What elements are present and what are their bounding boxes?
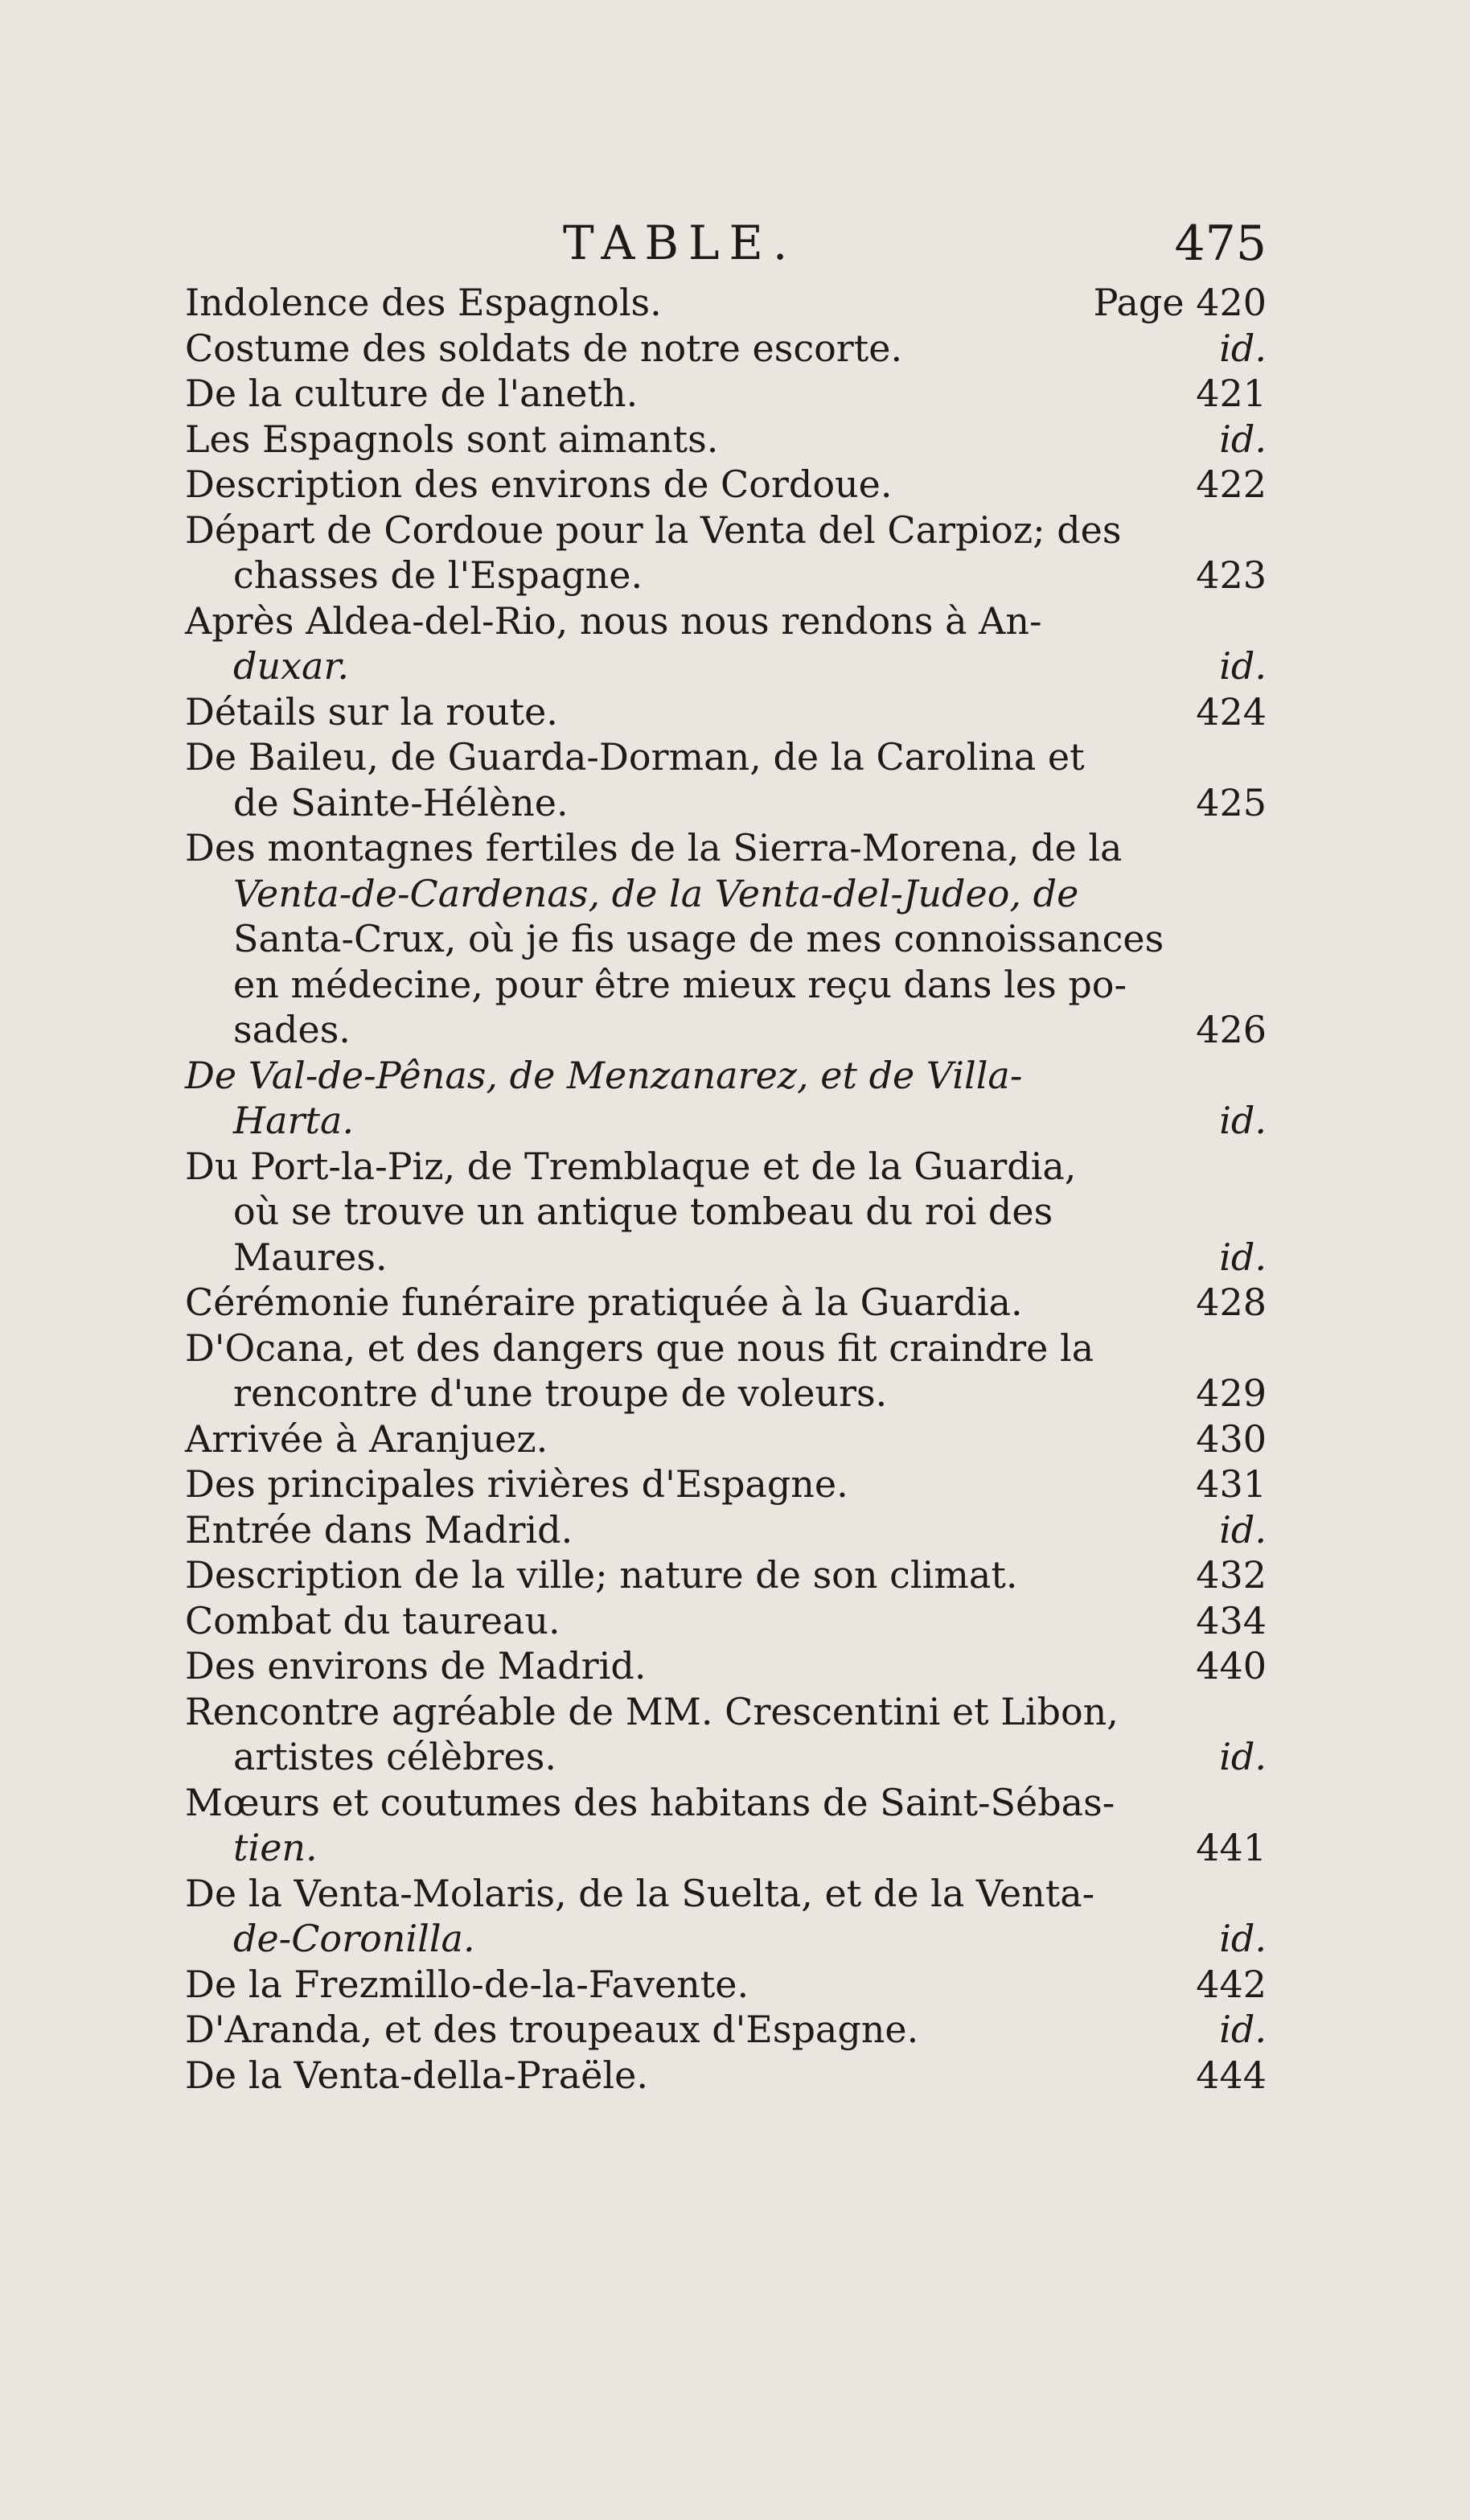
entry-line: de-Coronilla. (233, 1917, 475, 1960)
entry-page: 424 (1196, 689, 1267, 734)
toc-entry (185, 689, 1267, 735)
entry-page: id. (1219, 1735, 1267, 1778)
entry-text: De la Frezmillo-de-la-Favente. (185, 1962, 749, 2006)
toc-entry (185, 2053, 1267, 2099)
entry-text: Des environs de Madrid. (185, 1644, 647, 1688)
toc-entry (185, 598, 1267, 689)
entry-page: 434 (1196, 1598, 1267, 1642)
toc-entry (185, 1507, 1267, 1553)
entry-text: Combat du taureau. (185, 1598, 560, 1642)
entry-page: 423 (1196, 553, 1267, 597)
entry-line: artistes célèbres. (233, 1735, 556, 1778)
entry-line: duxar. (233, 644, 349, 688)
entry-text: Indolence des Espagnols. (185, 281, 662, 324)
toc-entry (185, 1871, 1267, 1962)
entry-page: 431 (1196, 1462, 1267, 1506)
toc-entry (185, 1598, 1267, 1644)
toc-entry (185, 1643, 1267, 1689)
toc-entry (185, 1689, 1267, 1780)
entry-page: Page 420 (1093, 281, 1267, 324)
entry-page: 442 (1196, 1962, 1267, 2006)
toc-entry (185, 371, 1267, 417)
entry-line: D'Ocana, et des dangers que nous fit craindre la (185, 1326, 1094, 1370)
entry-page: id. (1219, 417, 1267, 461)
entry-line: Venta-de-Cardenas, de la Venta-del-Judeo, de (233, 871, 1079, 915)
entry-line: en médecine, pour être mieux reçu dans les po- (233, 962, 1127, 1006)
entry-text: Détails sur la route. (185, 689, 558, 734)
toc-entry (185, 1280, 1267, 1326)
entry-text: Entrée dans Madrid. (185, 1507, 573, 1552)
entry-line: où se trouve un antique tombeau du roi des (233, 1190, 1053, 1233)
entry-page: 432 (1196, 1553, 1267, 1597)
entry-text: Les Espagnols sont aimants. (185, 417, 719, 461)
toc-entry (185, 1780, 1267, 1871)
entry-page: id. (1219, 644, 1267, 688)
entry-line: tien. (233, 1826, 318, 1869)
entry-line: rencontre d'une troupe de voleurs. (233, 1371, 888, 1415)
entry-page: 422 (1196, 462, 1267, 506)
toc-entry (185, 734, 1267, 825)
toc-entry (185, 1552, 1267, 1598)
entry-line: De Val-de-Pênas, de Menzanarez, et de Villa- (185, 1053, 1023, 1097)
entry-page: 440 (1196, 1644, 1267, 1688)
entry-page: id. (1219, 1099, 1267, 1142)
entry-text: Costume des soldats de notre escorte. (185, 326, 903, 370)
entry-line: Harta. (233, 1099, 355, 1142)
entry-line: Santa-Crux, où je fis usage de mes connoissances (233, 917, 1164, 960)
entry-line: De la Venta-Molaris, de la Suelta, et de la Venta- (185, 1871, 1095, 1915)
toc-entry (185, 462, 1267, 508)
entry-page: 425 (1196, 780, 1267, 824)
entry-line: De Baileu, de Guarda-Dorman, de la Carolina et (185, 735, 1085, 779)
entry-line: Après Aldea-del-Rio, nous nous rendons à An- (185, 598, 1042, 643)
table-of-contents (185, 280, 1267, 2098)
entry-line: Maures. (233, 1235, 388, 1279)
toc-entry (185, 508, 1267, 598)
entry-page: id. (1219, 1917, 1267, 1960)
toc-entry (185, 1962, 1267, 2008)
page-title: TABLE. (563, 216, 798, 270)
entry-text: De la culture de l'aneth. (185, 372, 639, 415)
entry-line: Des montagnes fertiles de la Sierra-Morena, de la (185, 826, 1123, 869)
entry-text: Description de la ville; nature de son climat. (185, 1553, 1018, 1597)
entry-line: chasses de l'Espagne. (233, 553, 643, 597)
entry-page: 429 (1196, 1371, 1267, 1415)
entry-page: id. (1219, 326, 1267, 370)
entry-line: sades. (233, 1008, 351, 1051)
entry-page: 441 (1196, 1826, 1267, 1869)
entry-line: Du Port-la-Piz, de Tremblaque et de la Guardia, (185, 1144, 1077, 1188)
toc-entry (185, 417, 1267, 462)
entry-page: 430 (1196, 1416, 1267, 1461)
page-number: 475 (1174, 216, 1267, 272)
entry-text: Des principales rivières d'Espagne. (185, 1462, 848, 1506)
entry-page: id. (1219, 1507, 1267, 1552)
entry-text: Cérémonie funéraire pratiquée à la Guardia. (185, 1281, 1023, 1324)
entry-page: id. (1219, 1235, 1267, 1279)
entry-line: Départ de Cordoue pour la Venta del Carpioz; des (185, 508, 1122, 552)
entry-line: de Sainte-Hélène. (233, 780, 569, 824)
entry-page: id. (1219, 2008, 1267, 2051)
toc-entry (185, 326, 1267, 372)
entry-text: D'Aranda, et des troupeaux d'Espagne. (185, 2008, 919, 2051)
toc-entry (185, 825, 1267, 1053)
page-header (185, 216, 1267, 280)
entry-page: 444 (1196, 2053, 1267, 2097)
entry-text: De la Venta-della-Praële. (185, 2053, 648, 2097)
toc-entry (185, 1461, 1267, 1507)
entry-line: Rencontre agréable de MM. Crescentini et Libon, (185, 1689, 1119, 1733)
toc-entry (185, 1326, 1267, 1416)
entry-text: Arrivée à Aranjuez. (185, 1416, 548, 1461)
entry-text: Description des environs de Cordoue. (185, 462, 893, 506)
toc-entry (185, 1144, 1267, 1281)
toc-entry (185, 1416, 1267, 1462)
toc-entry (185, 1053, 1267, 1144)
toc-entry (185, 280, 1267, 326)
toc-entry (185, 2007, 1267, 2053)
entry-page: 428 (1196, 1281, 1267, 1324)
entry-line: Mœurs et coutumes des habitans de Saint-Sébas- (185, 1780, 1115, 1824)
entry-page: 421 (1196, 372, 1267, 415)
entry-page: 426 (1196, 1008, 1267, 1051)
